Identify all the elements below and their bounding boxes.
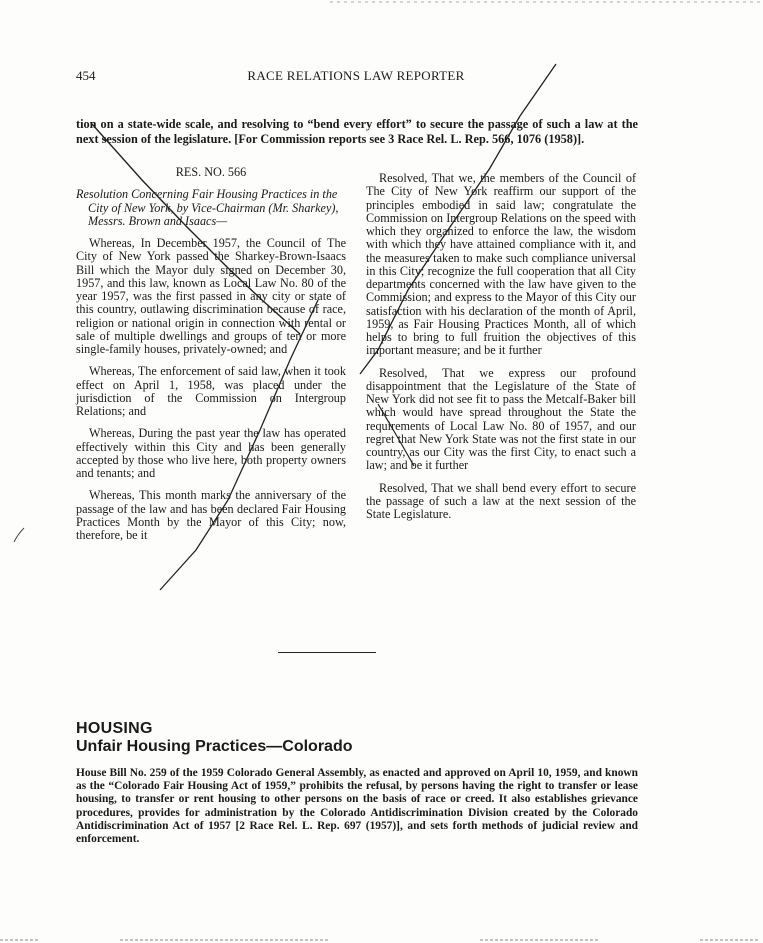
strike-line-right — [360, 64, 556, 374]
strike-line-left — [92, 124, 300, 334]
whereas-paragraph: Whereas, The enforcement of said law, when it took effect on April 1, 1958, was placed under the jurisdiction of the Commission on Intergroup Relations; and — [76, 364, 346, 418]
whereas-paragraph: Whereas, During the past year the law has operated effectively within this City and has been generally accepted by those who live here, both property owners and tenants; and — [76, 426, 346, 480]
intro-paragraph: tion on a state-wide scale, and resolving to “bend every effort” to secure the passage of such a law at the next session of the legislature. [For Commission reports see 3 Race Rel. L. Rep. 566, 1076 (1958)]. — [76, 117, 638, 146]
bill-summary: House Bill No. 259 of the 1959 Colorado General Assembly, as enacted and approved on April 10, 1959, and known as the “Colorado Fair Housing Act of 1959,” prohibits the refusal, by persons having the right to transfer or lease housing, to transfer or rent housing to other persons on the basis of race or creed. It also establishes grievance procedures, provides for administration by the Colorado Antidiscrimination Division created by the Colorado Antidiscrimination Act of 1957 [2 Race Rel. L. Rep. 697 (1957)], and sets forth methods of judicial review and enforcement. — [76, 767, 638, 846]
whereas-paragraph: Whereas, This month marks the anniversary of the passage of the law and has been declared Fair Housing Practices Month by the Mayor of this City; now, therefore, be it — [76, 488, 346, 542]
resolution-title: Resolution Concerning Fair Housing Practices in the City of New York, by Vice-Chairman (Mr. Sharkey), Messrs. Brown and Isaacs— — [76, 187, 339, 228]
strike-line-left-lower — [160, 300, 318, 590]
resolved-paragraph: Resolved, That we, the members of the Council of The City of New York reaffirm our support of the principles embodied in said law; congratulate the Commission on Intergroup Relations on the speed with which they organized to enforce the law, the wisdom with which they have attained compliance with it, and the measures taken to make such compliance universal in this City; recognize the full cooperation that all City departments concerned with the law have given to the Commission; and express to the Mayor of this City our satisfaction with his declaration of the month of April, 1959, as Fair Housing Practices Month, all of which helps to bring to full fruition the objectives of this important measure; and be it further — [366, 171, 636, 358]
resolution-number: RES. NO. 566 — [175, 165, 247, 179]
section-subheading: Unfair Housing Practices—Colorado — [76, 738, 353, 755]
whereas-paragraph: Whereas, In December 1957, the Council of The City of New York passed the Sharkey-Brown-Isaacs Bill which the Mayor duly signed on December 30, 1957, and this law, known as Local Law No. 80 of the year 1957, was the first passed in any city or state of this country, outlawing discrimination because of race, religion or national origin in connection with rental or sale of multiple dwellings and groups of ten or more single-family houses, privately-owned; and — [76, 236, 346, 356]
resolved-paragraph: Resolved, That we express our profound disappointment that the Legislature of the State of New York did not see fit to pass the Metcalf-Baker bill which would have spread throughout the State the requirements of Local Law No. 80 of 1957, and our regret that New York State was not the first state in our country, as our City was the first City, to enact such a law; and be it further — [366, 365, 636, 473]
margin-mark — [14, 528, 24, 542]
publication-title: RACE RELATIONS LAW REPORTER — [247, 68, 465, 83]
resolved-paragraph: Resolved, That we shall bend every effort to secure the passage of such a law at the next session of the State Legislature. — [366, 480, 636, 521]
section-heading: HOUSING — [76, 720, 153, 737]
strike-line-right-lower — [378, 404, 414, 466]
page-number: 454 — [76, 68, 96, 83]
